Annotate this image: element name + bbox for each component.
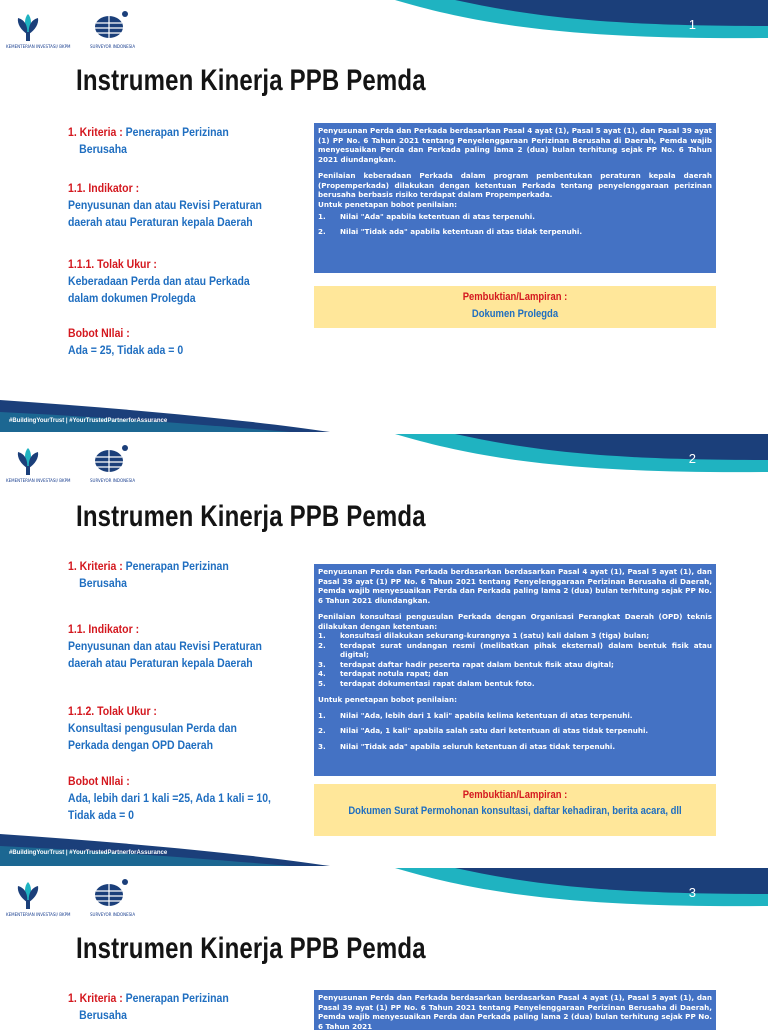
criteria-block bbox=[68, 558, 309, 592]
tolak-ukur-line-1: Keberadaan Perda dan atau Perkada bbox=[68, 274, 250, 288]
criteria-label: 1. Kriteria : bbox=[68, 559, 123, 573]
criteria-value: Penerapan Perizinan bbox=[125, 125, 229, 139]
header-logos bbox=[6, 878, 136, 920]
indicator-label: 1.1. Indikator : bbox=[68, 622, 140, 636]
criteria-value-cont: Berusaha bbox=[79, 576, 127, 590]
criteria-block bbox=[68, 990, 309, 1024]
slide-2 bbox=[0, 434, 768, 866]
bobot-block bbox=[68, 773, 309, 824]
criteria-value: Penerapan Perizinan bbox=[125, 559, 229, 573]
footer-hashtags: #BuildingYourTrust | #YourTrustedPartnerforAssurance bbox=[9, 418, 168, 424]
info-box bbox=[314, 990, 716, 1030]
weights-intro: Untuk penetapan bobot penilaian: bbox=[318, 695, 458, 704]
tolak-ukur-block bbox=[68, 703, 309, 754]
indicator-label: 1.1. Indikator : bbox=[68, 181, 140, 195]
slide-3 bbox=[0, 868, 768, 1031]
criteria-list-item: 1. konsultasi dilakukan sekurang-kurangnya 1 (satu) kali dalam 3 (tiga) bulan; bbox=[318, 631, 650, 640]
info-paragraph-2: Penilaian konsultasi pengusulan Perkada dengan Organisasi Perangkat Daerah (OPD) teknis dilakukan dengan ketentuan: bbox=[318, 612, 712, 631]
proof-heading: Pembuktian/Lampiran : bbox=[462, 291, 568, 303]
slide-number: 2 bbox=[688, 451, 696, 466]
ministry-logo-icon bbox=[6, 444, 136, 478]
weight-item: 3. Nilai "Tidak ada" apabila seluruh ketentuan di atas tidak terpenuhi. bbox=[318, 741, 616, 751]
tolak-ukur-label: 1.1.1. Tolak Ukur : bbox=[68, 257, 157, 271]
tolak-ukur-line-2: Perkada dengan OPD Daerah bbox=[68, 738, 214, 752]
tolak-ukur-block bbox=[68, 256, 309, 307]
criteria-list-item: 4. terdapat notula rapat; dan bbox=[318, 669, 449, 678]
tolak-ukur-line-2: dalam dokumen Prolegda bbox=[68, 291, 196, 305]
ministry-logo-icon bbox=[6, 878, 136, 912]
info-paragraph-1: Penyusunan Perda dan Perkada berdasarkan berdasarkan Pasal 4 ayat (1), Pasal 5 ayat (1), dan Pasal 39 ayat (1) PP No. 6 Tahun 2021 tentang Penyelenggaraan Perizinan Berusaha di Daerah, Pemda wajib menyesuaikan Perda dan Perkada paling lama 2 (dua) bulan terhitung sejak PP No. 6 Tahun 2021 diundangkan. bbox=[318, 567, 712, 605]
ministry-logo-caption: KEMENTERIAN INVESTASI/ BKPM bbox=[6, 912, 71, 917]
criteria-label: 1. Kriteria : bbox=[68, 125, 123, 139]
slide-number: 1 bbox=[688, 17, 696, 32]
criteria-label: 1. Kriteria : bbox=[68, 991, 123, 1005]
bobot-block bbox=[68, 325, 309, 359]
weight-item: 1. Nilai "Ada, lebih dari 1 kali" apabila kelima ketentuan di atas terpenuhi. bbox=[318, 710, 633, 720]
header-logos bbox=[6, 444, 136, 486]
footer-hashtags: #BuildingYourTrust | #YourTrustedPartnerforAssurance bbox=[9, 850, 168, 856]
slide-title: Instrumen Kinerja PPB Pemda bbox=[76, 64, 426, 97]
slide-title: Instrumen Kinerja PPB Pemda bbox=[76, 500, 426, 533]
criteria-value-cont: Berusaha bbox=[79, 1008, 127, 1022]
indicator-line-1: Penyusunan dan atau Revisi Peraturan bbox=[68, 198, 262, 212]
indicator-block bbox=[68, 180, 309, 231]
header-logos bbox=[6, 10, 136, 52]
slide-title: Instrumen Kinerja PPB Pemda bbox=[76, 932, 426, 965]
info-paragraph-1: Penyusunan Perda dan Perkada berdasarkan Pasal 4 ayat (1), Pasal 5 ayat (1), dan Pasal 39 ayat (1) PP No. 6 Tahun 2021 tentang Penyelenggaraan Perizinan Berusaha di Daerah, Pemda wajib menyesuaikan Perda dan Perkada paling lama 2 (dua) bulan terhitung sejak PP No. 6 Tahun 2021 diundangkan. bbox=[318, 126, 712, 164]
indicator-line-2: daerah atau Peraturan kepala Daerah bbox=[68, 656, 253, 670]
slide-1 bbox=[0, 0, 768, 432]
bobot-label: Bobot NIlai : bbox=[68, 326, 130, 340]
bobot-line-1: Ada = 25, Tidak ada = 0 bbox=[68, 343, 184, 357]
weights-intro: Untuk penetapan bobot penilaian: bbox=[318, 199, 458, 209]
indicator-line-1: Penyusunan dan atau Revisi Peraturan bbox=[68, 639, 262, 653]
info-box bbox=[314, 123, 716, 273]
ministry-logo-caption: KEMENTERIAN INVESTASI/ BKPM bbox=[6, 478, 71, 483]
bobot-line-2: Tidak ada = 0 bbox=[68, 808, 134, 822]
criteria-value-cont: Berusaha bbox=[79, 142, 127, 156]
proof-box bbox=[314, 286, 716, 328]
surveyor-logo-caption: SURVEYOR INDONESIA bbox=[90, 44, 136, 49]
surveyor-logo-caption: SURVEYOR INDONESIA bbox=[90, 478, 136, 483]
info-box bbox=[314, 564, 716, 776]
weight-item: 1. Nilai "Ada" apabila ketentuan di atas terpenuhi. bbox=[318, 212, 535, 221]
info-paragraph-2: Penilaian keberadaan Perkada dalam program pembentukan peraturan kepala daerah (Propemperkada) dilakukan dengan ketentuan Perkada tentang penyelenggaraan perizinan berusaha berbasis risiko terdapat dalam Propemperkada. bbox=[318, 171, 712, 199]
criteria-value: Penerapan Perizinan bbox=[125, 991, 229, 1005]
tolak-ukur-line-1: Konsultasi pengusulan Perda dan bbox=[68, 721, 237, 735]
ministry-logo-icon bbox=[6, 10, 136, 44]
bobot-line-1: Ada, lebih dari 1 kali =25, Ada 1 kali = 10, bbox=[68, 791, 271, 805]
proof-value: Dokumen Prolegda bbox=[471, 308, 559, 320]
weight-item: 2. Nilai "Ada, 1 kali" apabila salah satu dari ketentuan di atas tidak terpenuhi. bbox=[318, 726, 649, 735]
slide-number: 3 bbox=[688, 885, 696, 900]
proof-heading: Pembuktian/Lampiran : bbox=[462, 789, 568, 801]
criteria-list-item: 5. terdapat dokumentasi rapat dalam bentuk foto. bbox=[318, 678, 535, 688]
criteria-block bbox=[68, 124, 309, 158]
info-paragraph-1: Penyusunan Perda dan Perkada berdasarkan berdasarkan Pasal 4 ayat (1), Pasal 5 ayat (1), dan Pasal 39 ayat (1) PP No. 6 Tahun 2021 tentang Penyelenggaraan Perizinan Berusaha di Daerah, Pemda wajib menyesuaikan Perda dan Perkada paling lama 2 (dua) bulan terhitung sejak PP No. 6 Tahun 2021 bbox=[318, 993, 712, 1031]
ministry-logo-caption: KEMENTERIAN INVESTASI/ BKPM bbox=[6, 44, 71, 49]
proof-value: Dokumen Surat Permohonan konsultasi, daftar kehadiran, berita acara, dll bbox=[348, 805, 682, 817]
criteria-list-item: 2. terdapat surat undangan resmi (melibatkan pihak eksternal) dalam bentuk fisik atau digital; bbox=[318, 640, 712, 659]
surveyor-logo-caption: SURVEYOR INDONESIA bbox=[90, 912, 136, 917]
proof-box bbox=[314, 784, 716, 836]
tolak-ukur-label: 1.1.2. Tolak Ukur : bbox=[68, 704, 157, 718]
bobot-label: Bobot NIlai : bbox=[68, 774, 130, 788]
indicator-block bbox=[68, 621, 309, 672]
weight-item: 2. Nilai "Tidak ada" apabila ketentuan di atas tidak terpenuhi. bbox=[318, 226, 583, 236]
indicator-line-2: daerah atau Peraturan kepala Daerah bbox=[68, 215, 253, 229]
criteria-list-item: 3. terdapat daftar hadir peserta rapat dalam bentuk fisik atau digital; bbox=[318, 659, 614, 669]
